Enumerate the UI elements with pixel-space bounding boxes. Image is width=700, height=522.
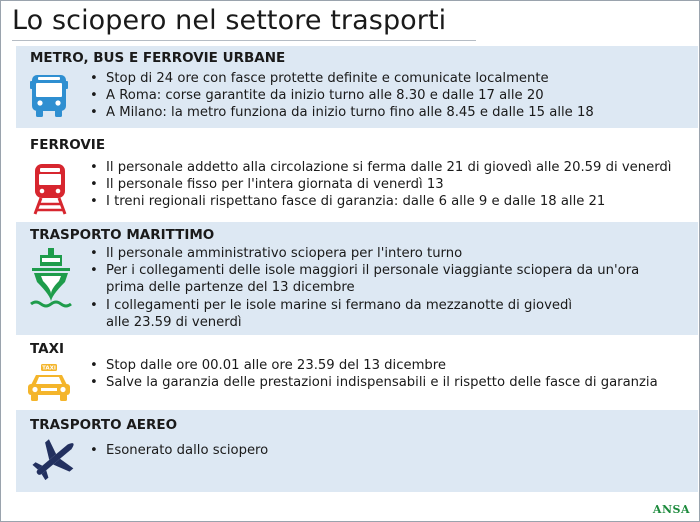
list-item: prima delle partenze del 13 dicembre — [106, 280, 355, 296]
list-item: • A Milano: la metro funziona da inizio turno fino alle 8.45 e dalle 15 alle 18 — [90, 104, 594, 121]
list-item: • I collegamenti per le isole marine si fermano da mezzanotte di giovedì — [90, 297, 639, 314]
section-metro — [16, 46, 698, 128]
bullet-list — [90, 70, 594, 122]
airplane-icon — [30, 438, 80, 480]
list-item: alle 23.59 di venerdì — [106, 314, 242, 330]
list-item: • A Roma: corse garantite da inizio turno alle 8.30 e dalle 17 alle 20 — [90, 87, 594, 104]
train-icon — [32, 163, 68, 215]
section-marittimo — [16, 222, 698, 335]
list-item: • Esonerato dallo sciopero — [90, 442, 268, 459]
list-item: • Per i collegamenti delle isole maggiori il personale viaggiante sciopera da un'ora — [90, 262, 639, 279]
ansa-logo: ANSA — [652, 503, 690, 516]
bullet-list — [90, 245, 639, 331]
section-heading: METRO, BUS E FERROVIE URBANE — [30, 50, 286, 66]
section-ferrovie — [16, 133, 698, 219]
section-aereo — [16, 410, 698, 492]
page-title: Lo sciopero nel settore trasporti — [12, 5, 447, 36]
section-taxi — [16, 338, 698, 405]
section-heading: FERROVIE — [30, 137, 106, 153]
taxi-sign-label: TAXI — [42, 365, 56, 372]
list-item: • I treni regionali rispettano fasce di garanzia: dalle 6 alle 9 e dalle 18 alle 21 — [90, 193, 671, 210]
bullet-list — [90, 357, 658, 391]
list-item: • Il personale addetto alla circolazione si ferma dalle 21 di giovedì alle 20.59 di venerdì — [90, 159, 671, 176]
list-item: • Il personale fisso per l'intera giornata di venerdì 13 — [90, 176, 671, 193]
section-heading: TRASPORTO AEREO — [30, 417, 178, 433]
list-item: • Il personale amministrativo sciopera per l'intero turno — [90, 245, 639, 262]
list-item: • Salve la garanzia delle prestazioni indispensabili e il rispetto delle fasce di garanzia — [90, 374, 658, 391]
title-divider — [12, 40, 476, 41]
bullet-list — [90, 159, 671, 211]
list-item: • Stop di 24 ore con fasce protette definite e comunicate localmente — [90, 70, 594, 87]
list-item: • Stop dalle ore 00.01 alle ore 23.59 del 13 dicembre — [90, 357, 658, 374]
ship-icon — [30, 246, 72, 310]
bullet-list — [90, 442, 268, 459]
bus-icon — [29, 72, 69, 120]
section-heading: TRASPORTO MARITTIMO — [30, 227, 215, 243]
section-heading: TAXI — [30, 341, 65, 357]
taxi-icon — [26, 363, 72, 403]
